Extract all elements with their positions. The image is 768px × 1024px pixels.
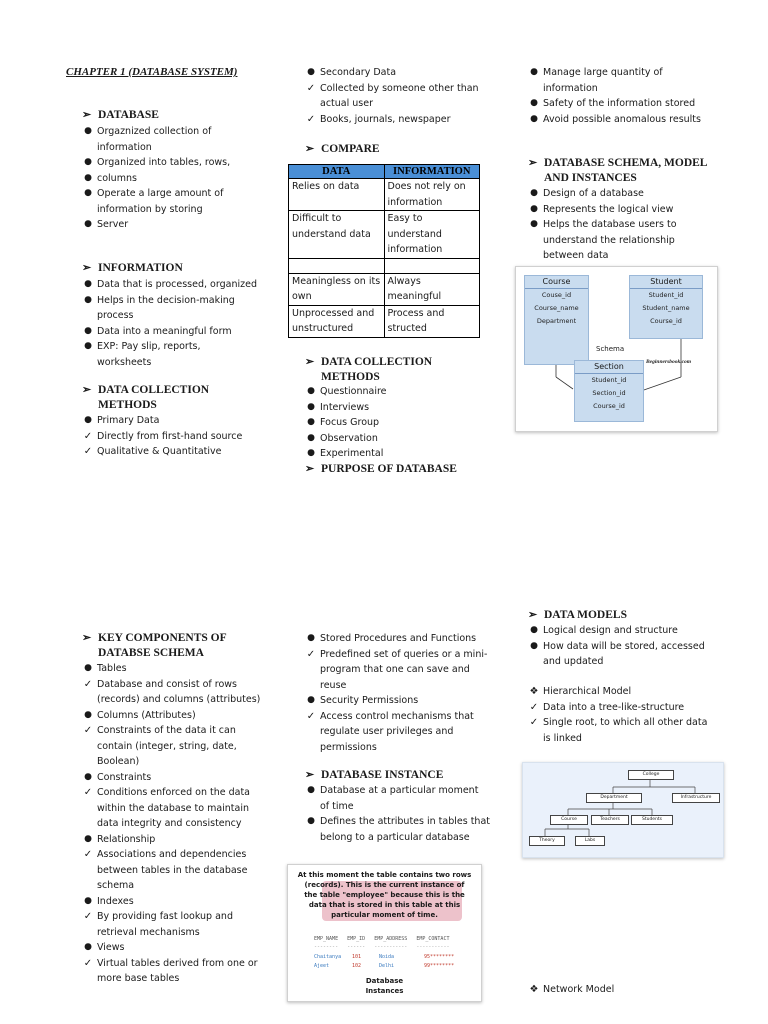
list-item-text: reuse [320,679,347,691]
arrow-bullet-icon: ➢ [82,262,92,274]
list-item-text: Avoid possible anomalous results [543,113,701,125]
list-item-text: of time [320,800,354,812]
section-data-collection [82,383,257,460]
section-heading: ➢ INFORMATION [82,262,183,274]
section-heading: ➢ DATA MODELS [528,609,627,621]
checkmark-icon: ✓ [83,911,93,922]
list-item [82,940,262,956]
list-item-text: (records) and columns (attributes) [97,694,261,705]
list-item [305,783,490,814]
schema-figure [515,266,718,432]
tree-node-department: Department [586,793,642,803]
list-item-text: Represents the logical view [543,203,674,215]
section-network-model [528,982,728,998]
list-item-text: Safety of the information stored [543,98,696,109]
table-cell [384,179,480,211]
list-item-text: Boolean) [97,756,140,767]
list-item [82,324,257,340]
list-item-text: Manage large quantity of [543,67,663,78]
list-item-text: retrieval mechanisms [97,926,200,938]
list-item [82,661,262,677]
bullet-icon: ● [84,341,92,351]
list-item [305,631,490,647]
list-item [82,770,262,786]
list-item [528,217,728,264]
bullet-icon: ● [84,942,92,952]
bullet-icon: ● [530,219,538,229]
list-item [82,339,257,370]
list-item-text: and updated [543,656,604,667]
list-item [82,124,252,155]
list-item-text: is linked [543,732,582,744]
instance-row-id: 101 [352,954,362,960]
bullet-icon: ● [307,67,315,77]
table-header: DATA [289,165,385,179]
list-item-text: Primary Data [97,415,160,426]
checkmark-icon: ✓ [83,725,93,736]
list-item [82,155,252,171]
instance-row-address: Delhi [379,963,395,969]
list-item [305,415,485,431]
section-heading [528,156,728,186]
list-item [82,708,262,724]
tree-node-infrastructure: Infrastructure [672,793,720,803]
bullet-icon: ● [84,279,92,289]
section-database [82,108,252,233]
student-entity: Student Student_id Student_name Course_id [629,275,703,339]
list-item-text: By providing fast lookup and [97,911,233,922]
checkmark-icon: ✓ [306,82,316,94]
list-item [528,202,728,218]
list-item-text: belong to a particular database [320,831,470,843]
bullet-icon: ● [84,709,92,720]
list-item [82,909,262,940]
list-item [305,446,485,462]
text-line: (records). This is the current instance of [304,881,465,889]
tree-node-students: Students [631,815,673,825]
cell-line: own [292,291,312,302]
list-item [82,444,257,460]
bullet-icon: ● [84,833,92,844]
bullet-icon: ● [307,695,315,705]
table-cell [289,179,385,211]
bullet-icon: ● [530,625,538,635]
table-row [289,179,480,211]
tree-node-theory: Theory [529,836,565,846]
table-header: INFORMATION [384,165,480,179]
cell-line: structed [387,323,427,334]
bullet-icon: ● [84,663,92,673]
list-item-text: Organized into tables, rows, [97,157,231,168]
text-line: METHODS [98,399,157,411]
list-item-text: Experimental [320,448,384,459]
list-item [82,413,257,429]
list-item [528,715,728,746]
checkmark-icon: ✓ [83,849,93,860]
section-hierarchical-model [528,684,728,746]
compare-table [288,164,480,338]
list-item-text: Associations and dependencies [97,849,247,860]
list-item-text: Logical design and structure [543,625,678,636]
arrow-bullet-icon: ➢ [528,157,538,169]
section-schema [528,156,728,264]
table-cell [384,211,480,259]
bullet-icon: ● [307,386,315,396]
list-item-text: within the database to maintain [97,802,250,814]
instance-figure [287,864,482,1002]
cell-line: understand [387,228,442,240]
list-item [82,785,262,832]
text-line: DATABASE SCHEMA, MODEL [544,157,708,169]
table-cell [289,273,385,305]
bullet-icon: ● [530,203,538,214]
list-item [82,217,252,233]
checkmark-icon: ✓ [83,957,93,969]
list-item [305,81,485,112]
tree-node-teachers: Teachers [591,815,629,825]
section-heading: ➢ PURPOSE OF DATABASE [305,463,457,475]
bullet-icon: ● [307,417,315,427]
bullet-icon: ● [530,67,538,77]
chapter-title: CHAPTER 1 (DATABASE SYSTEM) [66,66,238,78]
section-entity: Section Student_id Section_id Course_id [574,360,644,422]
diamond-bullet-icon: ❖ [529,686,539,697]
bullet-icon: ● [530,188,538,198]
text-line: DATA COLLECTION [98,384,210,396]
section-heading: ➢ COMPARE [305,143,380,155]
instance-caption [288,870,481,920]
cell-line: information [387,196,443,208]
list-item-text: Views [97,942,125,953]
instance-row-address: Noida [379,954,395,960]
instance-row-contact: 99******** [424,963,455,969]
bullet-icon: ● [530,98,538,108]
list-item [305,112,485,128]
list-item-text: schema [97,880,135,891]
checkmark-icon: ✓ [83,446,93,457]
bullet-icon: ● [530,113,538,124]
section-data-models [528,608,728,670]
section-database-instance [305,768,490,845]
bullet-icon: ● [84,219,92,229]
text-line: AND INSTANCES [544,172,637,184]
checkmark-icon: ✓ [83,678,93,690]
list-item-text: Collected by someone other than [320,82,479,94]
list-item-text: information by storing [97,203,203,215]
text-line: Database [365,977,404,985]
arrow-bullet-icon: ➢ [305,356,315,368]
list-item-text: Relationship [97,833,156,845]
bullet-icon: ● [84,771,92,782]
list-item-text: Secondary Data [320,67,397,78]
table-row [289,258,480,273]
list-item-text: Helps in the decision-making [97,294,235,306]
list-item-text: Stored Procedures and Functions [320,633,477,644]
list-item-text: Hierarchical Model [543,686,632,697]
section-heading [305,355,485,385]
table-cell [289,211,385,259]
list-item [528,65,718,96]
list-item-text: Data into a meaningful form [97,325,232,337]
tree-node-course: Course [550,815,588,825]
list-item [305,384,485,400]
bullet-icon: ● [307,633,315,643]
bullet-icon: ● [84,157,92,167]
arrow-bullet-icon: ➢ [82,109,92,121]
list-item [305,709,490,756]
section-procedures [305,631,490,755]
list-item-text: Server [97,219,129,230]
list-item-text: Orgaznized collection of [97,126,212,137]
tree-node-labs: Labs [575,836,605,846]
list-item [528,639,728,670]
arrow-bullet-icon: ➢ [528,609,538,621]
list-item-text: Single root, to which all other data [543,717,708,728]
arrow-bullet-icon: ➢ [305,769,315,781]
table-row [289,211,480,259]
cell-line: understand data [292,228,371,240]
list-item-text: Access control mechanisms that [320,710,474,722]
cell-line: Process and [387,307,445,319]
checkmark-icon: ✓ [306,113,316,125]
text-line: DATABSE SCHEMA [98,647,204,659]
list-item-text: Virtual tables derived from one or [97,957,258,969]
cell-line: Unprocessed and [292,307,375,319]
cell-line: unstructured [292,323,354,334]
arrow-bullet-icon: ➢ [305,143,315,155]
cell-line: Meaningless on its [292,275,381,287]
bullet-icon: ● [307,785,315,795]
list-item [528,623,728,639]
list-item [82,186,252,217]
list-item-text: permissions [320,741,377,753]
list-item-text: program that one can save and [320,664,470,675]
list-item-text: Tables [97,663,127,674]
text-line: At this moment the table contains two rows [297,871,472,879]
instance-row-name: Ajeet [314,963,330,969]
checkmark-icon: ✓ [306,710,316,722]
watermark-text: Beginnersbook.com [646,359,692,365]
list-item-text: Columns (Attributes) [97,709,196,721]
bullet-icon: ● [84,172,92,183]
section-key-components [82,631,262,987]
list-item [528,982,728,998]
cell-line: information [387,244,443,255]
bullet-icon: ● [84,895,92,906]
list-item-text: Interviews [320,401,370,413]
schema-label: Schema [596,345,625,353]
bullet-icon: ● [307,816,315,826]
section-secondary-data [305,65,485,127]
list-item-text: between tables in the database [97,864,248,876]
list-item-text: Database at a particular moment [320,785,479,796]
list-item [305,431,485,447]
list-item [305,400,485,416]
list-item-text: EXP: Pay slip, reports, worksheets [97,341,201,368]
bullet-icon: ● [84,294,92,305]
list-item-text: between data [543,250,609,261]
list-item-text: Helps the database users to [543,219,677,230]
cell-line: Always meaningful [387,275,442,302]
text-line: Instances [365,987,404,995]
list-item-text: How data will be stored, accessed [543,640,705,652]
list-item-text: regulate user privileges and [320,726,454,737]
list-item [82,429,257,445]
list-item-text: Predefined set of queries or a mini- [320,648,488,660]
hierarchy-tree-figure [522,762,724,858]
list-item [82,171,252,187]
text-line: data that is stored in this table at this [308,901,461,909]
section-heading: ➢ DATABASE [82,109,159,121]
bullet-icon: ● [530,640,538,651]
arrow-bullet-icon: ➢ [82,632,92,644]
list-item-text: actual user [320,98,373,109]
list-item-text: Qualitative & Quantitative [97,446,222,457]
checkmark-icon: ✓ [306,648,316,660]
table-cell [384,258,480,273]
cell-line: Difficult to [292,213,342,224]
list-item-text: columns [97,172,137,184]
section-heading: ➢ DATABASE INSTANCE [305,769,444,781]
list-item [305,65,485,81]
list-item [82,894,262,910]
list-item [528,684,728,700]
arrow-bullet-icon: ➢ [82,384,92,396]
section-information [82,261,257,370]
list-item [82,677,262,708]
list-item-text: Observation [320,432,378,444]
checkmark-icon: ✓ [83,787,93,798]
list-item-text: data integrity and consistency [97,818,242,829]
list-item-text: Data into a tree-like-structure [543,701,685,713]
list-item-text: Data that is processed, organized [97,279,257,290]
list-item-text: Questionnaire [320,386,387,397]
bullet-icon: ● [84,415,92,425]
text-line: the table "employee" because this is the [304,891,465,899]
section-compare [305,142,485,157]
list-item [82,832,262,848]
checkmark-icon: ✓ [529,701,539,713]
table-row [289,305,480,337]
list-item [528,96,718,112]
list-item-text: Directly from first-hand source [97,430,243,442]
table-cell [289,258,385,273]
bullet-icon: ● [84,126,92,136]
bullet-icon: ● [84,325,92,336]
list-item-text: Database and consist of rows [97,678,237,690]
list-item-text: contain (integer, string, date, [97,740,237,752]
list-item [528,112,718,128]
list-item [82,723,262,770]
list-item-text: Operate a large amount of [97,188,224,199]
table-cell [289,305,385,337]
tree-node-root: College [628,770,674,780]
text-line: METHODS [321,371,380,383]
list-item-text: Constraints of the data it can [97,725,236,736]
list-item-text: Indexes [97,895,134,907]
diamond-bullet-icon: ❖ [529,984,539,995]
table-row [289,273,480,305]
section-data-collection-methods [305,355,485,462]
list-item-text: information [97,141,152,153]
bullet-icon: ● [307,432,315,443]
list-item [305,814,490,845]
text-line: DATA COLLECTION [321,356,433,368]
list-item-text: more base tables [97,973,180,984]
instance-row-contact: 95******** [424,954,455,960]
list-item [528,700,728,716]
list-item-text: Constraints [97,771,152,783]
table-cell [384,273,480,305]
list-item-text: understand the relationship [543,234,675,246]
bullet-icon: ● [84,188,92,198]
list-item-text: Focus Group [320,417,380,428]
course-entity: Course Couse_id Course_name Department [524,275,589,365]
list-item-text: Network Model [543,984,615,995]
bullet-icon: ● [307,448,315,458]
list-item [82,956,262,987]
section-purpose [305,462,485,477]
section-purpose-items [528,65,718,127]
checkmark-icon: ✓ [83,430,93,442]
instance-row-id: 102 [352,963,362,969]
list-item-text: Design of a database [543,188,644,199]
list-item [82,293,257,324]
list-item-text: Defines the attributes in tables that [320,816,490,827]
arrow-bullet-icon: ➢ [305,463,315,475]
list-item-text: process [97,310,134,321]
instance-row-name: Chaitanya [314,954,342,960]
bullet-icon: ● [307,401,315,412]
list-item-text: Security Permissions [320,695,419,706]
list-item [528,186,728,202]
cell-line: Relies on data [292,181,360,192]
list-item [82,277,257,293]
cell-line: Easy to [387,213,423,224]
cell-line: Does not rely on [387,181,466,192]
instance-footer [288,976,481,996]
list-item-text: Books, journals, newspaper [320,113,451,125]
instance-table-rule: -------- ------ ----------- ----------- [314,944,450,950]
list-item-text: Conditions enforced on the data [97,787,251,798]
section-heading [82,631,262,661]
text-line: KEY COMPONENTS OF [98,632,227,644]
instance-table-header: EMP_NAME EMP_ID EMP_ADDRESS EMP_CONTACT [314,936,450,942]
list-item-text: information [543,82,598,94]
list-item [305,647,490,694]
checkmark-icon: ✓ [529,717,539,728]
table-cell [384,305,480,337]
text-line: particular moment of time. [331,911,438,919]
section-heading [82,383,257,413]
list-item [82,847,262,894]
list-item [305,693,490,709]
